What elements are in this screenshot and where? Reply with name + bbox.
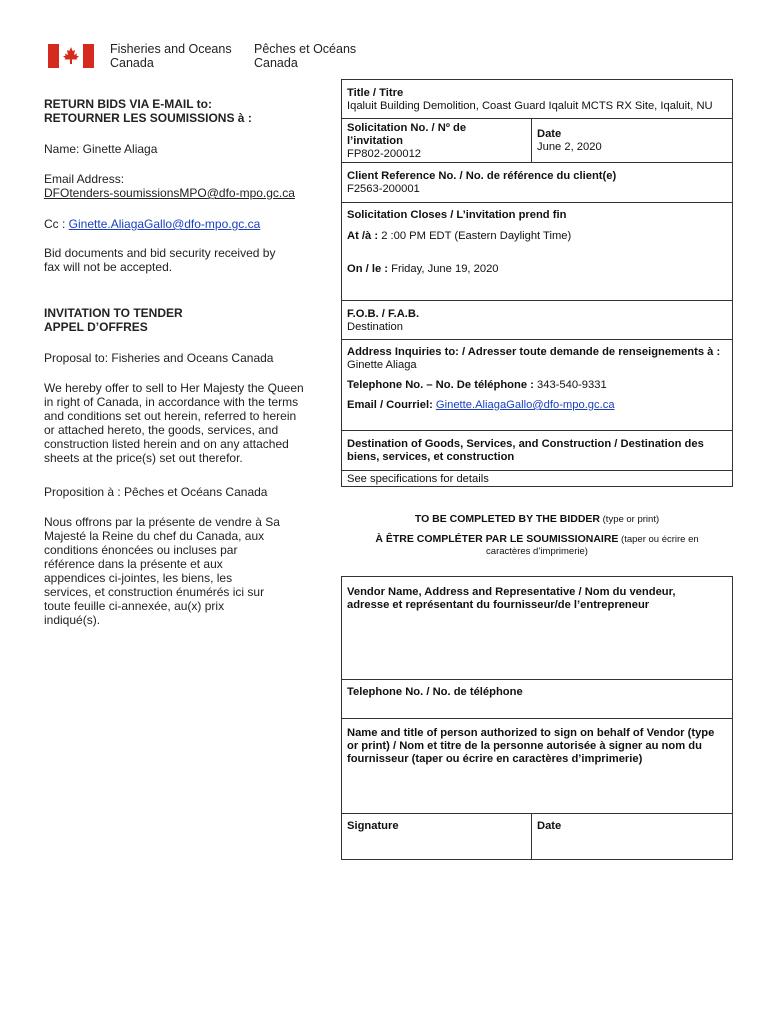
courriel-line — [347, 399, 615, 412]
brand-fr-line1: Pêches et Océans — [254, 42, 357, 56]
offer-en-line: and conditions set out herein, referred to herein — [44, 409, 297, 423]
divider — [341, 679, 733, 680]
invitation-heading — [44, 306, 183, 334]
authorized-label-line2: or print) / Nom et titre de la personne autorisée à signer au nom du — [347, 740, 702, 752]
return-bids-heading — [44, 97, 252, 125]
offer-en-line: in right of Canada, in accordance with the terms — [44, 395, 299, 409]
divider — [341, 339, 733, 340]
authorized-person-input[interactable] — [342, 768, 732, 812]
email-address-label: Email Address: — [44, 172, 125, 186]
inquiries-label: Address Inquiries to: / Adresser toute demande de renseignements à : — [347, 346, 721, 358]
date-value: June 2, 2020 — [537, 141, 602, 153]
email-address-link[interactable]: DFOtenders-soumissionsMPO@dfo-mpo.gc.ca — [44, 186, 295, 200]
brand-en-line2: Canada — [110, 56, 154, 70]
bidder-heading-en — [341, 513, 733, 526]
brand-en — [110, 42, 232, 70]
fob-value: Destination — [347, 321, 403, 333]
offer-fr-line: Majesté la Reine du chef du Canada, aux — [44, 529, 265, 543]
offer-en-line: We hereby offer to sell to Her Majesty the Queen — [44, 381, 304, 395]
offer-fr-line: Nous offrons par la présente de vendre à Sa — [44, 515, 280, 529]
signature-label: Signature — [347, 820, 399, 832]
brand-en-line1: Fisheries and Oceans — [110, 42, 232, 56]
date-label: Date — [537, 128, 562, 140]
offer-fr-line: conditions énoncées ou incluses par — [44, 543, 238, 557]
offer-fr-line: indiqué(s). — [44, 613, 101, 627]
divider — [341, 118, 733, 119]
offer-en-line: construction listed herein and on any attached — [44, 437, 289, 451]
bidder-heading-fr-bold: À ÊTRE COMPLÉTER PAR LE SOUMISSIONAIRE — [375, 533, 619, 545]
vendor-telephone-input[interactable] — [342, 700, 732, 717]
solicitation-closes-label: Solicitation Closes / L’invitation prend fin — [347, 209, 567, 221]
divider — [531, 118, 532, 162]
destination-label-line2: biens, services, et construction — [347, 451, 515, 463]
offer-fr-line: référence dans la présente et aux — [44, 557, 223, 571]
cc-label: Cc : — [44, 217, 69, 231]
offer-fr-line: services, et construction énumérés ici sur — [44, 585, 265, 599]
return-bids-fr: RETOURNER LES SOUMISSIONS à : — [44, 111, 252, 125]
return-bids-en: RETURN BIDS VIA E-MAIL to: — [44, 97, 212, 111]
fob-label: F.O.B. / F.A.B. — [347, 308, 420, 320]
brand-fr-line2: Canada — [254, 56, 298, 70]
solicitation-label-line2: l’invitation — [347, 135, 403, 147]
divider — [341, 300, 733, 301]
authorized-label-line3: fournisseur (taper ou écrire en caractères d’imprimerie) — [347, 753, 643, 765]
on-value: Friday, June 19, 2020 — [391, 263, 499, 275]
proposal-en: Proposal to: Fisheries and Oceans Canada — [44, 351, 274, 365]
divider — [341, 470, 733, 471]
divider — [341, 813, 733, 814]
signature-date-input[interactable] — [532, 834, 732, 859]
destination-value: See specifications for details — [347, 473, 489, 485]
at-value: 2 :00 PM EDT (Eastern Daylight Time) — [381, 230, 572, 242]
invitation-en: INVITATION TO TENDER — [44, 306, 183, 320]
invitation-fr: APPEL D’OFFRES — [44, 320, 148, 334]
telephone-value: 343-540-9331 — [537, 379, 607, 391]
cc-line — [44, 217, 260, 231]
offer-en-line: or attached hereto, the goods, services, and — [44, 423, 279, 437]
vendor-input-area[interactable] — [342, 616, 732, 678]
offer-en-line: sheets at the price(s) set out therefor. — [44, 451, 243, 465]
divider — [341, 718, 733, 719]
courriel-label: Email / Courriel: — [347, 399, 436, 411]
courriel-link[interactable]: Ginette.AliagaGallo@dfo-mpo.gc.ca — [435, 399, 615, 411]
closing-time — [347, 230, 571, 243]
divider — [341, 430, 733, 431]
on-label: On / le : — [347, 263, 392, 275]
fax-notice-line2: fax will not be accepted. — [44, 260, 173, 274]
divider — [341, 162, 733, 163]
solicitation-label — [347, 122, 466, 148]
bidder-heading-fr-note2: caractères d’imprimerie) — [486, 546, 588, 557]
inquiries-value: Ginette Aliaga — [347, 359, 417, 371]
telephone-label: Telephone No. – No. De téléphone : — [347, 379, 537, 391]
canada-flag-icon — [48, 44, 94, 68]
title-value: Iqaluit Building Demolition, Coast Guard Iqaluit MCTS RX Site, Iqaluit, NU — [347, 100, 713, 112]
authorized-person-label — [347, 727, 714, 766]
client-reference-label: Client Reference No. / No. de référence du client(e) — [347, 170, 617, 182]
telephone-line — [347, 379, 607, 392]
offer-en — [44, 381, 304, 465]
signature-date-label: Date — [537, 820, 562, 832]
authorized-label-line1: Name and title of person authorized to sign on behalf of Vendor (type — [347, 727, 715, 739]
client-reference-value: F2563-200001 — [347, 183, 420, 195]
title-label: Title / Titre — [347, 87, 404, 99]
divider — [341, 202, 733, 203]
vendor-label-line2: adresse et représentant du fournisseur/de l’entrepreneur — [347, 599, 650, 611]
vendor-telephone-label: Telephone No. / No. de téléphone — [347, 686, 523, 698]
closing-date — [347, 263, 499, 276]
destination-label — [347, 438, 704, 464]
solicitation-number: FP802-200012 — [347, 148, 422, 160]
contact-name: Name: Ginette Aliaga — [44, 142, 158, 156]
bidder-heading-fr-note: (taper ou écrire en — [618, 534, 699, 545]
bidder-heading-en-note: (type or print) — [600, 514, 660, 525]
vendor-label-line1: Vendor Name, Address and Representative / Nom du vendeur, — [347, 586, 676, 598]
offer-fr — [44, 515, 280, 627]
offer-fr-line: toute feuille ci-annexée, au(x) prix — [44, 599, 225, 613]
bidder-heading-en-bold: TO BE COMPLETED BY THE BIDDER — [414, 513, 600, 525]
cc-email-link[interactable]: Ginette.AliagaGallo@dfo-mpo.gc.ca — [68, 217, 261, 231]
fax-notice — [44, 246, 275, 274]
brand-fr — [254, 42, 356, 70]
signature-input[interactable] — [342, 834, 530, 859]
destination-label-line1: Destination of Goods, Services, and Construction / Destination des — [347, 438, 704, 450]
offer-fr-line: appendices ci-jointes, les biens, les — [44, 571, 233, 585]
at-label: At /à : — [347, 230, 382, 242]
fax-notice-line1: Bid documents and bid security received by — [44, 246, 276, 260]
proposal-fr: Proposition à : Pêches et Océans Canada — [44, 485, 268, 499]
solicitation-label-line1: Solicitation No. / Nº de — [347, 122, 467, 134]
vendor-field-label — [347, 586, 675, 612]
